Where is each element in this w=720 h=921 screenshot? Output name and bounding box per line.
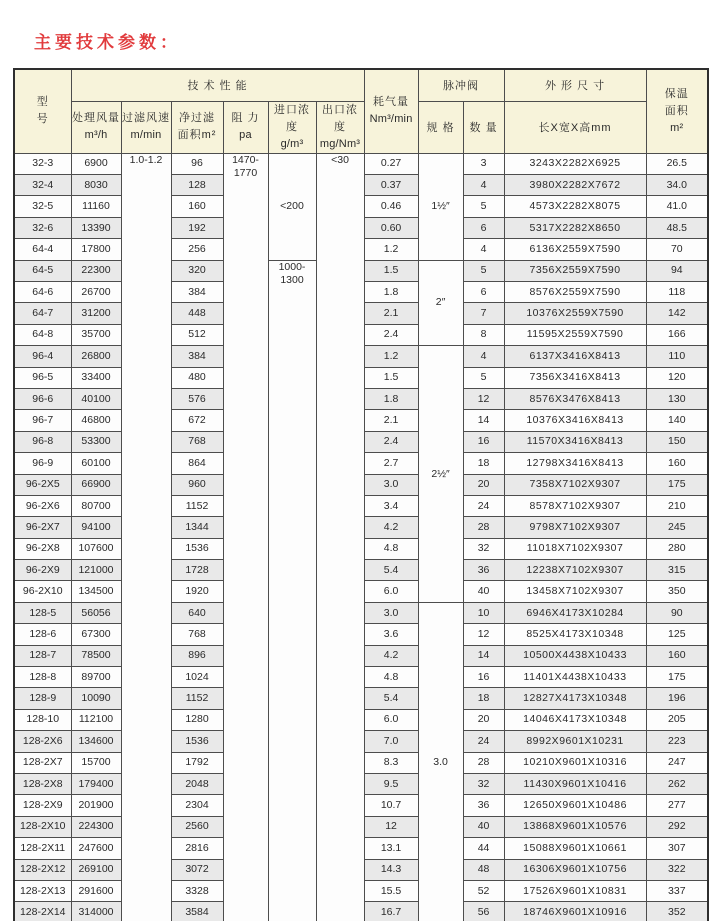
col-header-filter-speed: 过滤风速 m/min [121, 101, 171, 153]
cell-filter-area: 2048 [171, 773, 223, 794]
cell-airflow: 11160 [71, 196, 121, 217]
cell-insulation: 322 [646, 859, 708, 880]
cell-model: 128-9 [14, 688, 71, 709]
cell-insulation: 175 [646, 667, 708, 688]
cell-insulation: 280 [646, 538, 708, 559]
cell-airflow: 224300 [71, 816, 121, 837]
cell-gas-consumption: 3.0 [364, 474, 418, 495]
cell-gas-consumption: 4.2 [364, 517, 418, 538]
cell-gas-consumption: 15.5 [364, 880, 418, 901]
cell-filter-area: 480 [171, 367, 223, 388]
cell-model: 64-7 [14, 303, 71, 324]
cell-gas-consumption: 0.27 [364, 153, 418, 174]
col-header-valve-qty: 数 量 [463, 101, 504, 153]
cell-dimensions: 6136X2559X7590 [504, 239, 646, 260]
cell-airflow: 66900 [71, 474, 121, 495]
cell-airflow: 80700 [71, 495, 121, 516]
cell-valve-qty: 32 [463, 773, 504, 794]
cell-dimensions: 7358X7102X9307 [504, 474, 646, 495]
cell-filter-area: 1536 [171, 538, 223, 559]
cell-gas-consumption: 1.2 [364, 346, 418, 367]
cell-airflow: 314000 [71, 902, 121, 921]
cell-dimensions: 11401X4438X10433 [504, 667, 646, 688]
cell-insulation: 118 [646, 281, 708, 302]
cell-model: 64-5 [14, 260, 71, 281]
cell-valve-qty: 4 [463, 346, 504, 367]
cell-model: 32-6 [14, 217, 71, 238]
cell-dimensions: 12798X3416X8413 [504, 453, 646, 474]
cell-airflow: 78500 [71, 645, 121, 666]
cell-gas-consumption: 2.1 [364, 410, 418, 431]
cell-valve-qty: 28 [463, 517, 504, 538]
cell-valve-qty: 4 [463, 239, 504, 260]
cell-insulation: 150 [646, 431, 708, 452]
cell-filter-area: 1280 [171, 709, 223, 730]
cell-insulation: 26.5 [646, 153, 708, 174]
cell-gas-consumption: 1.8 [364, 388, 418, 409]
cell-dimensions: 8576X2559X7590 [504, 281, 646, 302]
cell-dimensions: 8992X9601X10231 [504, 731, 646, 752]
cell-model: 128-2X6 [14, 731, 71, 752]
cell-insulation: 90 [646, 602, 708, 623]
cell-filter-area: 1920 [171, 581, 223, 602]
spec-table-body [14, 153, 708, 921]
cell-insulation: 166 [646, 324, 708, 345]
cell-airflow: 35700 [71, 324, 121, 345]
cell-model: 64-8 [14, 324, 71, 345]
cell-filter-area: 320 [171, 260, 223, 281]
cell-valve-qty: 16 [463, 667, 504, 688]
col-header-model: 型 号 [14, 69, 71, 153]
cell-insulation: 196 [646, 688, 708, 709]
cell-valve-qty: 52 [463, 880, 504, 901]
cell-valve-qty: 6 [463, 217, 504, 238]
col-header-valve-spec: 规 格 [418, 101, 463, 153]
cell-dimensions: 3980X2282X7672 [504, 175, 646, 196]
cell-airflow: 60100 [71, 453, 121, 474]
cell-dimensions: 17526X9601X10831 [504, 880, 646, 901]
cell-valve-qty: 16 [463, 431, 504, 452]
cell-filter-area: 1152 [171, 688, 223, 709]
cell-filter-area: 1536 [171, 731, 223, 752]
cell-insulation: 210 [646, 495, 708, 516]
cell-gas-consumption: 4.2 [364, 645, 418, 666]
cell-filter-area: 768 [171, 431, 223, 452]
cell-insulation: 350 [646, 581, 708, 602]
cell-gas-consumption: 8.3 [364, 752, 418, 773]
cell-model: 128-6 [14, 624, 71, 645]
cell-valve-qty: 36 [463, 795, 504, 816]
cell-valve-qty: 24 [463, 495, 504, 516]
cell-model: 128-2X10 [14, 816, 71, 837]
cell-model: 128-10 [14, 709, 71, 730]
cell-airflow: 112100 [71, 709, 121, 730]
cell-valve-qty: 8 [463, 324, 504, 345]
cell-airflow: 89700 [71, 667, 121, 688]
cell-valve-qty: 56 [463, 902, 504, 921]
cell-dimensions: 10376X2559X7590 [504, 303, 646, 324]
cell-gas-consumption: 9.5 [364, 773, 418, 794]
cell-valve-qty: 44 [463, 838, 504, 859]
cell-airflow: 26800 [71, 346, 121, 367]
cell-insulation: 48.5 [646, 217, 708, 238]
cell-gas-consumption: 2.7 [364, 453, 418, 474]
cell-dimensions: 15088X9601X10661 [504, 838, 646, 859]
cell-valve-qty: 3 [463, 153, 504, 174]
cell-filter-area: 960 [171, 474, 223, 495]
cell-dimensions: 10376X3416X8413 [504, 410, 646, 431]
cell-insulation: 292 [646, 816, 708, 837]
cell-gas-consumption: 10.7 [364, 795, 418, 816]
cell-filter-area: 768 [171, 624, 223, 645]
cell-insulation: 94 [646, 260, 708, 281]
cell-inlet-concentration: <200 [268, 153, 316, 260]
cell-gas-consumption: 14.3 [364, 859, 418, 880]
cell-airflow: 10090 [71, 688, 121, 709]
cell-filter-area: 448 [171, 303, 223, 324]
cell-filter-area: 1792 [171, 752, 223, 773]
cell-model: 96-2X8 [14, 538, 71, 559]
cell-dimensions: 9798X7102X9307 [504, 517, 646, 538]
cell-insulation: 120 [646, 367, 708, 388]
cell-filter-area: 2816 [171, 838, 223, 859]
cell-gas-consumption: 2.1 [364, 303, 418, 324]
cell-filter-area: 3328 [171, 880, 223, 901]
cell-filter-area: 2304 [171, 795, 223, 816]
col-header-gas-consumption: 耗气量 Nm³/min [364, 69, 418, 153]
col-header-dimensions-sub: 长X宽X高mm [504, 101, 646, 153]
page-title: 主要技术参数： [34, 33, 181, 52]
cell-gas-consumption: 4.8 [364, 667, 418, 688]
cell-gas-consumption: 3.6 [364, 624, 418, 645]
cell-gas-consumption: 6.0 [364, 581, 418, 602]
cell-gas-consumption: 3.4 [364, 495, 418, 516]
cell-insulation: 205 [646, 709, 708, 730]
cell-gas-consumption: 0.60 [364, 217, 418, 238]
cell-insulation: 110 [646, 346, 708, 367]
cell-valve-spec: 1½″ [418, 153, 463, 260]
cell-gas-consumption: 16.7 [364, 902, 418, 921]
cell-valve-qty: 20 [463, 709, 504, 730]
cell-airflow: 107600 [71, 538, 121, 559]
cell-valve-qty: 6 [463, 281, 504, 302]
cell-airflow: 53300 [71, 431, 121, 452]
col-header-filter-area: 净过滤 面积m² [171, 101, 223, 153]
cell-dimensions: 6137X3416X8413 [504, 346, 646, 367]
cell-insulation: 247 [646, 752, 708, 773]
cell-dimensions: 14046X4173X10348 [504, 709, 646, 730]
cell-insulation: 34.0 [646, 175, 708, 196]
cell-filter-speed: 1.0-1.2 [121, 153, 171, 921]
cell-airflow: 13390 [71, 217, 121, 238]
cell-filter-area: 1152 [171, 495, 223, 516]
cell-insulation: 337 [646, 880, 708, 901]
cell-insulation: 175 [646, 474, 708, 495]
cell-valve-qty: 12 [463, 624, 504, 645]
col-header-outlet-concentration: 出口浓度 mg/Nm³ [316, 101, 364, 153]
cell-gas-consumption: 12 [364, 816, 418, 837]
cell-valve-qty: 24 [463, 731, 504, 752]
spec-table-header [14, 69, 708, 153]
cell-dimensions: 12827X4173X10348 [504, 688, 646, 709]
cell-valve-qty: 7 [463, 303, 504, 324]
cell-airflow: 46800 [71, 410, 121, 431]
cell-insulation: 160 [646, 453, 708, 474]
cell-valve-qty: 20 [463, 474, 504, 495]
cell-filter-area: 384 [171, 346, 223, 367]
cell-dimensions: 10210X9601X10316 [504, 752, 646, 773]
cell-inlet-concentration: 1000-1300 [268, 260, 316, 921]
cell-gas-consumption: 1.5 [364, 260, 418, 281]
cell-model: 128-8 [14, 667, 71, 688]
cell-filter-area: 3072 [171, 859, 223, 880]
cell-valve-qty: 5 [463, 260, 504, 281]
cell-airflow: 17800 [71, 239, 121, 260]
cell-filter-area: 96 [171, 153, 223, 174]
cell-insulation: 352 [646, 902, 708, 921]
cell-valve-qty: 36 [463, 560, 504, 581]
cell-insulation: 142 [646, 303, 708, 324]
cell-model: 128-7 [14, 645, 71, 666]
cell-dimensions: 11018X7102X9307 [504, 538, 646, 559]
cell-airflow: 201900 [71, 795, 121, 816]
cell-airflow: 247600 [71, 838, 121, 859]
cell-airflow: 269100 [71, 859, 121, 880]
cell-dimensions: 11570X3416X8413 [504, 431, 646, 452]
cell-insulation: 140 [646, 410, 708, 431]
cell-model: 32-5 [14, 196, 71, 217]
cell-airflow: 134500 [71, 581, 121, 602]
cell-model: 96-2X9 [14, 560, 71, 581]
cell-model: 32-4 [14, 175, 71, 196]
cell-gas-consumption: 1.2 [364, 239, 418, 260]
cell-airflow: 31200 [71, 303, 121, 324]
cell-filter-area: 1024 [171, 667, 223, 688]
cell-dimensions: 11430X9601X10416 [504, 773, 646, 794]
cell-filter-area: 512 [171, 324, 223, 345]
cell-valve-qty: 18 [463, 453, 504, 474]
cell-airflow: 94100 [71, 517, 121, 538]
cell-model: 128-2X13 [14, 880, 71, 901]
cell-model: 128-5 [14, 602, 71, 623]
cell-airflow: 179400 [71, 773, 121, 794]
cell-insulation: 41.0 [646, 196, 708, 217]
cell-model: 128-2X14 [14, 902, 71, 921]
cell-valve-qty: 28 [463, 752, 504, 773]
cell-dimensions: 13458X7102X9307 [504, 581, 646, 602]
col-header-tech-performance: 技 术 性 能 [71, 69, 364, 101]
cell-dimensions: 11595X2559X7590 [504, 324, 646, 345]
cell-model: 96-9 [14, 453, 71, 474]
table-row [14, 153, 708, 174]
cell-airflow: 6900 [71, 153, 121, 174]
cell-gas-consumption: 7.0 [364, 731, 418, 752]
cell-valve-qty: 32 [463, 538, 504, 559]
cell-valve-qty: 5 [463, 367, 504, 388]
cell-insulation: 160 [646, 645, 708, 666]
cell-model: 32-3 [14, 153, 71, 174]
cell-valve-qty: 40 [463, 581, 504, 602]
cell-filter-area: 1344 [171, 517, 223, 538]
col-header-pulse-valve: 脉冲阀 [418, 69, 504, 101]
col-header-resistance: 阻 力 pa [223, 101, 268, 153]
cell-valve-qty: 4 [463, 175, 504, 196]
cell-dimensions: 7356X2559X7590 [504, 260, 646, 281]
cell-filter-area: 384 [171, 281, 223, 302]
cell-dimensions: 8576X3476X8413 [504, 388, 646, 409]
cell-insulation: 277 [646, 795, 708, 816]
cell-dimensions: 12650X9601X10486 [504, 795, 646, 816]
cell-dimensions: 3243X2282X6925 [504, 153, 646, 174]
cell-valve-qty: 14 [463, 410, 504, 431]
cell-insulation: 70 [646, 239, 708, 260]
cell-filter-area: 3584 [171, 902, 223, 921]
cell-filter-area: 2560 [171, 816, 223, 837]
col-header-dimensions: 外 形 尺 寸 [504, 69, 646, 101]
cell-model: 96-6 [14, 388, 71, 409]
cell-filter-area: 1728 [171, 560, 223, 581]
cell-airflow: 56056 [71, 602, 121, 623]
cell-airflow: 8030 [71, 175, 121, 196]
cell-model: 128-2X7 [14, 752, 71, 773]
cell-gas-consumption: 2.4 [364, 431, 418, 452]
cell-gas-consumption: 5.4 [364, 688, 418, 709]
cell-model: 96-2X10 [14, 581, 71, 602]
cell-filter-area: 672 [171, 410, 223, 431]
cell-gas-consumption: 0.46 [364, 196, 418, 217]
cell-valve-qty: 10 [463, 602, 504, 623]
cell-dimensions: 7356X3416X8413 [504, 367, 646, 388]
cell-gas-consumption: 1.8 [364, 281, 418, 302]
cell-insulation: 130 [646, 388, 708, 409]
cell-gas-consumption: 6.0 [364, 709, 418, 730]
spec-table [13, 68, 709, 921]
cell-insulation: 315 [646, 560, 708, 581]
cell-gas-consumption: 4.8 [364, 538, 418, 559]
cell-dimensions: 5317X2282X8650 [504, 217, 646, 238]
cell-model: 96-2X5 [14, 474, 71, 495]
col-header-insulation: 保温 面积 m² [646, 69, 708, 153]
cell-dimensions: 8525X4173X10348 [504, 624, 646, 645]
cell-gas-consumption: 3.0 [364, 602, 418, 623]
cell-gas-consumption: 5.4 [364, 560, 418, 581]
cell-airflow: 121000 [71, 560, 121, 581]
cell-airflow: 134600 [71, 731, 121, 752]
cell-dimensions: 18746X9601X10916 [504, 902, 646, 921]
cell-valve-qty: 5 [463, 196, 504, 217]
cell-insulation: 307 [646, 838, 708, 859]
cell-gas-consumption: 1.5 [364, 367, 418, 388]
cell-valve-qty: 14 [463, 645, 504, 666]
col-header-inlet-concentration: 进口浓度 g/m³ [268, 101, 316, 153]
col-header-airflow: 处理风量 m³/h [71, 101, 121, 153]
cell-insulation: 245 [646, 517, 708, 538]
cell-model: 128-2X9 [14, 795, 71, 816]
cell-airflow: 40100 [71, 388, 121, 409]
cell-valve-qty: 18 [463, 688, 504, 709]
cell-valve-spec: 2″ [418, 260, 463, 346]
cell-dimensions: 12238X7102X9307 [504, 560, 646, 581]
cell-model: 96-2X7 [14, 517, 71, 538]
cell-airflow: 26700 [71, 281, 121, 302]
cell-model: 96-8 [14, 431, 71, 452]
cell-insulation: 223 [646, 731, 708, 752]
cell-airflow: 67300 [71, 624, 121, 645]
cell-airflow: 33400 [71, 367, 121, 388]
cell-dimensions: 10500X4438X10433 [504, 645, 646, 666]
cell-dimensions: 13868X9601X10576 [504, 816, 646, 837]
cell-filter-area: 896 [171, 645, 223, 666]
cell-valve-qty: 48 [463, 859, 504, 880]
cell-filter-area: 640 [171, 602, 223, 623]
cell-filter-area: 160 [171, 196, 223, 217]
cell-gas-consumption: 0.37 [364, 175, 418, 196]
cell-gas-consumption: 2.4 [364, 324, 418, 345]
cell-airflow: 291600 [71, 880, 121, 901]
cell-insulation: 262 [646, 773, 708, 794]
cell-valve-qty: 40 [463, 816, 504, 837]
cell-valve-spec: 2½″ [418, 346, 463, 603]
cell-dimensions: 4573X2282X8075 [504, 196, 646, 217]
cell-filter-area: 128 [171, 175, 223, 196]
cell-model: 96-4 [14, 346, 71, 367]
cell-gas-consumption: 13.1 [364, 838, 418, 859]
cell-dimensions: 8578X7102X9307 [504, 495, 646, 516]
cell-model: 96-7 [14, 410, 71, 431]
cell-airflow: 15700 [71, 752, 121, 773]
cell-insulation: 125 [646, 624, 708, 645]
cell-valve-qty: 12 [463, 388, 504, 409]
cell-dimensions: 6946X4173X10284 [504, 602, 646, 623]
cell-model: 96-5 [14, 367, 71, 388]
cell-model: 64-6 [14, 281, 71, 302]
cell-resistance: 1470-1770 [223, 153, 268, 921]
cell-model: 128-2X11 [14, 838, 71, 859]
cell-airflow: 22300 [71, 260, 121, 281]
cell-filter-area: 192 [171, 217, 223, 238]
cell-model: 64-4 [14, 239, 71, 260]
cell-valve-spec: 3.0 [418, 602, 463, 921]
cell-dimensions: 16306X9601X10756 [504, 859, 646, 880]
cell-model: 128-2X8 [14, 773, 71, 794]
cell-filter-area: 576 [171, 388, 223, 409]
cell-filter-area: 256 [171, 239, 223, 260]
cell-model: 96-2X6 [14, 495, 71, 516]
cell-filter-area: 864 [171, 453, 223, 474]
cell-model: 128-2X12 [14, 859, 71, 880]
cell-outlet-concentration: <30 [316, 153, 364, 921]
